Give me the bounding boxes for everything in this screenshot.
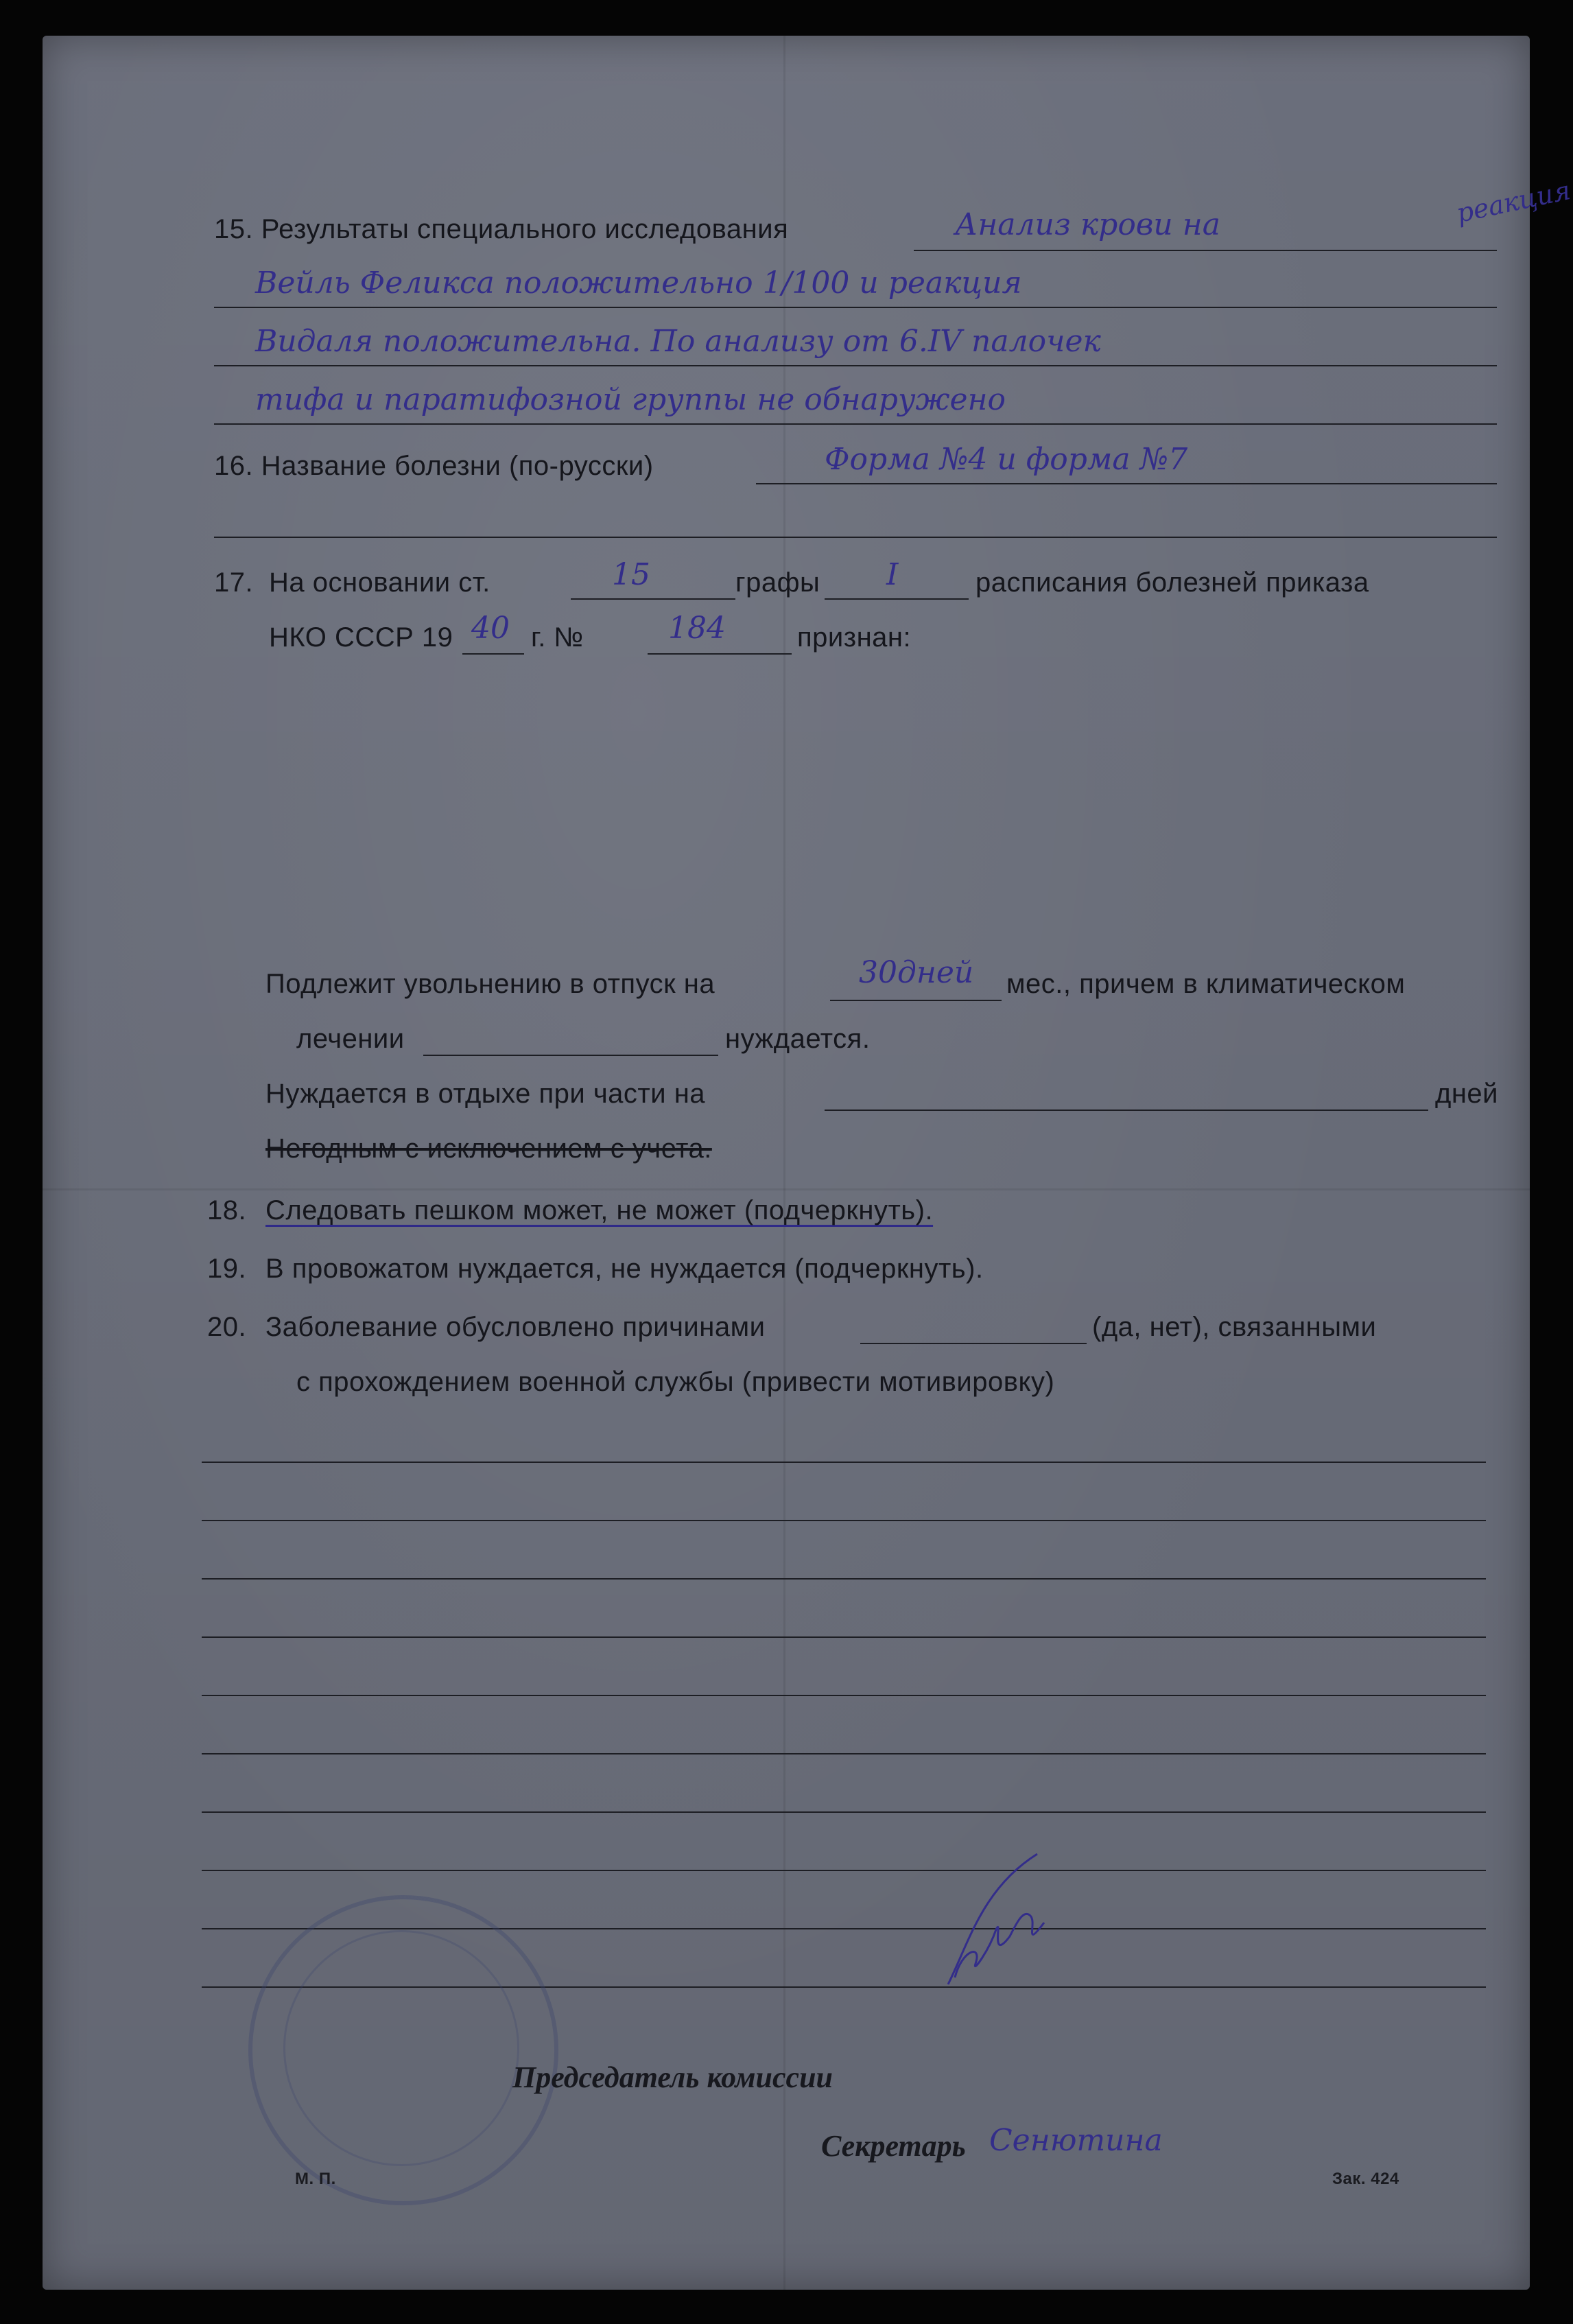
print-order-number: Зак. 424 <box>1332 2170 1399 2188</box>
item18-text: Следовать пешком может, не может (подчеркнуть). <box>265 1195 934 1225</box>
item16-label: 16. Название болезни (по-русски) <box>214 451 654 481</box>
leave-text: дней <box>1435 1079 1499 1109</box>
item15-handwriting-1: Анализ крови на <box>955 207 1220 242</box>
item20-text: Заболевание обусловлено причинами <box>265 1312 766 1342</box>
official-stamp <box>248 1895 558 2205</box>
fill-line <box>914 250 1497 251</box>
blank-line <box>202 1636 1486 1638</box>
secretary-signature: Сенютина <box>989 2123 1163 2158</box>
fill-line <box>756 483 1497 484</box>
fill-line <box>462 653 524 655</box>
chairman-label: Председатель комиссии <box>512 2061 833 2094</box>
item15-label: 15. Результаты специального исследования <box>214 214 789 244</box>
item17-text: графы <box>735 567 820 598</box>
item20-text: (да, нет), связанными <box>1092 1312 1377 1342</box>
item17-number: 17. <box>214 567 254 598</box>
blank-line <box>202 1870 1486 1871</box>
stamp-place-label: М. П. <box>295 2170 336 2188</box>
fold-crease <box>43 1188 1530 1190</box>
item19-number: 19. <box>207 1254 247 1284</box>
order-number: 184 <box>668 611 726 646</box>
leave-text: лечении <box>296 1024 405 1054</box>
item17-text: г. № <box>531 622 584 653</box>
secretary-label: Секретарь <box>821 2129 966 2163</box>
fill-line <box>830 1000 1002 1001</box>
fill-line <box>214 365 1497 366</box>
fill-line <box>825 598 969 600</box>
item17-text: НКО СССР 19 <box>269 622 453 653</box>
fold-crease <box>783 36 785 2290</box>
leave-days: 30дней <box>859 955 974 990</box>
blank-line <box>202 1578 1486 1580</box>
order-year: 40 <box>471 611 510 646</box>
fill-line <box>214 423 1497 425</box>
item20-text: с прохождением военной службы (привести мотивировку) <box>296 1367 1055 1397</box>
item15-handwriting-2: Вейль Феликса положительно 1/100 и реакция <box>255 266 1022 301</box>
blank-line <box>202 1811 1486 1813</box>
blank-line <box>202 1462 1486 1463</box>
leave-text: нуждается. <box>725 1024 871 1054</box>
blank-line <box>202 1695 1486 1696</box>
fill-line <box>571 598 735 600</box>
leave-text: Подлежит увольнению в отпуск на <box>265 969 715 999</box>
item17-text: На основании ст. <box>269 567 490 598</box>
item17-text: расписания болезней приказа <box>975 567 1369 598</box>
graph-number: I <box>886 557 899 592</box>
item18-number: 18. <box>207 1195 247 1225</box>
fill-line <box>648 653 792 655</box>
blank-line <box>202 1753 1486 1754</box>
fill-line <box>423 1055 718 1056</box>
document-page <box>43 36 1573 2290</box>
leave-text: Нуждается в отдыхе при части на <box>265 1079 706 1109</box>
item17-text: признан: <box>797 622 912 653</box>
item15-handwriting-4: тифа и паратифозной группы не обнаружено <box>255 382 1006 417</box>
item16-handwriting: Форма №4 и форма №7 <box>825 442 1188 477</box>
leave-text-struck: Негодным с исключением с учета. <box>265 1134 712 1164</box>
item15-handwriting-3: Видаля положительна. По анализу от 6.IV палочек <box>255 324 1101 359</box>
article-number: 15 <box>612 557 650 592</box>
fill-line <box>214 307 1497 308</box>
blank-line <box>202 1520 1486 1521</box>
fill-line <box>860 1343 1087 1344</box>
handwritten-note: реакция <box>1454 174 1573 229</box>
chairman-signature <box>941 1847 1106 1998</box>
fill-line <box>825 1110 1428 1111</box>
stamp-inner-ring <box>283 1930 519 2166</box>
fill-line <box>214 537 1497 538</box>
item20-number: 20. <box>207 1312 247 1342</box>
leave-text: мес., причем в климатическом <box>1006 969 1406 999</box>
item19-text: В провожатом нуждается, не нуждается (подчеркнуть). <box>265 1254 984 1284</box>
